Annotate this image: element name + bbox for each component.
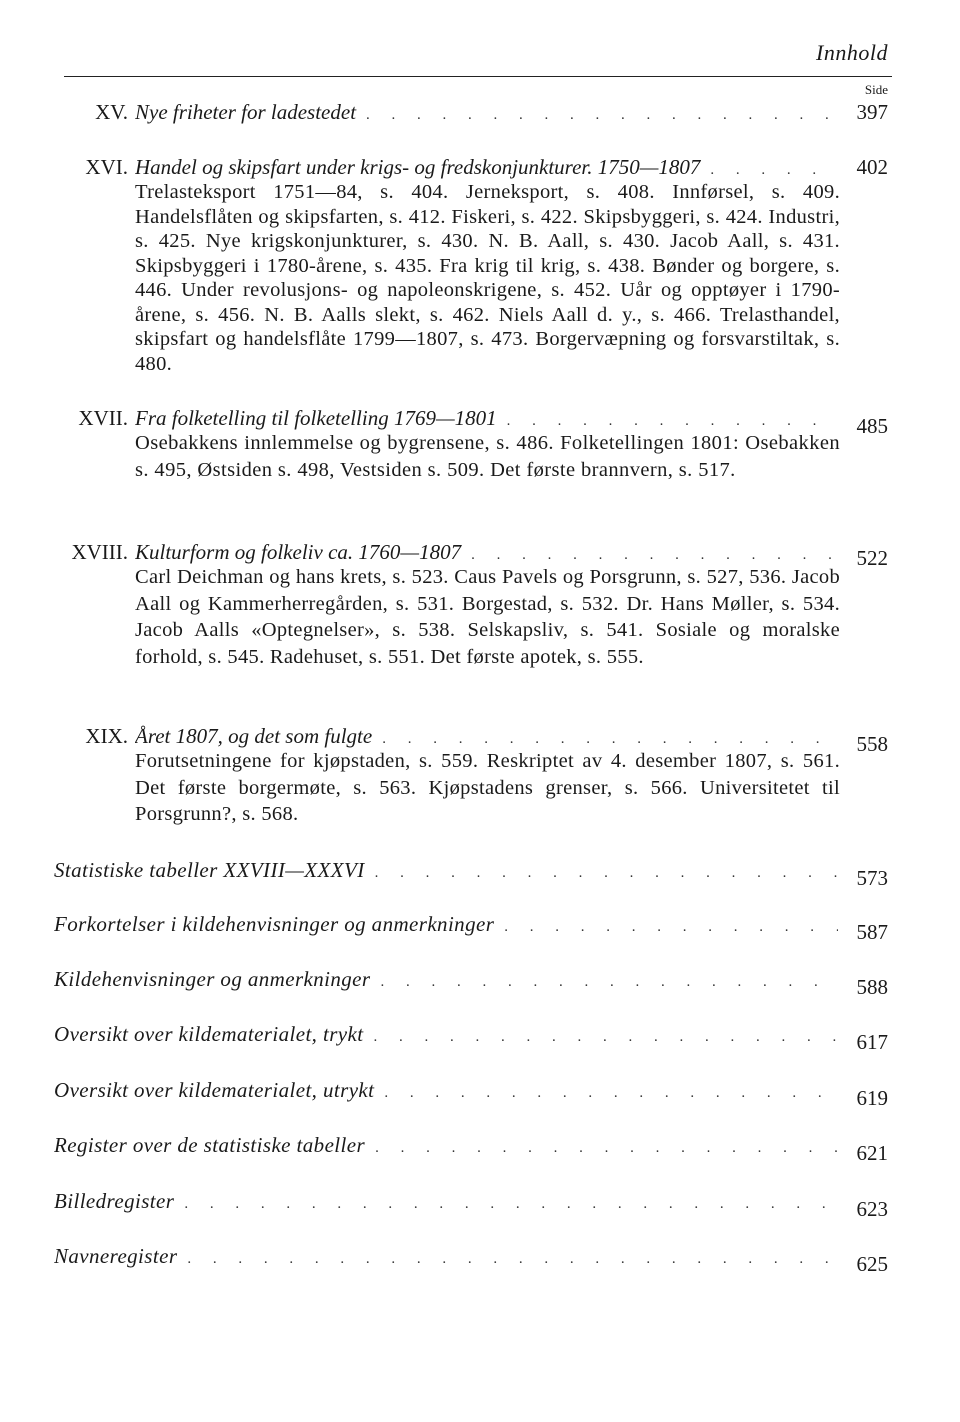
page-title: Innhold [816, 40, 888, 65]
dot-leader [373, 1029, 838, 1046]
chapter-page-number: 397 [856, 100, 888, 124]
entry-title: Statistiske tabeller XXVIII—XXXVI [54, 858, 365, 882]
entry-page-number: 619 [856, 1086, 888, 1110]
chapter-number: XVI. [85, 155, 128, 179]
entry-title-line [54, 967, 838, 992]
dot-leader [184, 1196, 838, 1213]
dot-leader [382, 731, 838, 748]
chapter-page-number: 558 [856, 732, 888, 756]
chapter-page-number: 485 [856, 414, 888, 438]
chapter-title-line [135, 155, 838, 180]
chapter-summary: Forutsetningene for kjøpstaden, s. 559. Reskriptet av 4. desember 1807, s. 561. Det første borgermøte, s. 563. Kjøpstadens grenser, s. 566. Universitetet til Porsgrunn?, s. 568. [135, 750, 840, 825]
chapter-number: XV. [95, 100, 128, 124]
chapter-title-line [135, 100, 838, 125]
entry-title: Navneregister [54, 1244, 178, 1268]
dot-leader [507, 413, 838, 430]
entry-page-number: 573 [856, 866, 888, 890]
toc-entry-kildehenvisninger [0, 967, 960, 1001]
chapter-title: Året 1807, og det som fulgte [135, 724, 373, 748]
entry-page-number: 625 [856, 1252, 888, 1276]
chapter-title-line [135, 406, 838, 431]
dot-leader [504, 919, 838, 936]
chapter-summary: Osebakkens innlemmelse og bygrensene, s. 486. Folketellingen 1801: Osebakken s. 495, Østsiden s. 498, Vestsiden s. 509. Det første brannvern, s. 517. [135, 432, 840, 481]
toc-entry-kildemateriale-trykt [0, 1022, 960, 1056]
chapter-title: Nye friheter for ladestedet [135, 100, 357, 124]
entry-title: Oversikt over kildematerialet, utrykt [54, 1078, 375, 1102]
entry-title-line [54, 1022, 838, 1047]
toc-entry-statistiske-tabeller [0, 858, 960, 892]
toc-entry-register-tabeller [0, 1133, 960, 1167]
dot-leader [384, 1085, 838, 1102]
entry-title: Register over de statistiske tabeller [54, 1133, 366, 1157]
chapter-number: XIX. [85, 724, 128, 748]
chapter-title-line [135, 540, 838, 565]
entry-title: Forkortelser i kildehenvisninger og anmerkninger [54, 912, 495, 936]
entry-page-number: 621 [856, 1141, 888, 1165]
entry-title-line [54, 1078, 838, 1103]
entry-title-line [54, 1133, 838, 1158]
dot-leader [380, 974, 838, 991]
entry-page-number: 587 [856, 920, 888, 944]
chapter-title: Handel og skipsfart under krigs- og fredskonjunkturer. 1750—1807 [135, 155, 701, 179]
toc-entry-forkortelser [0, 912, 960, 946]
chapter-number: XVIII. [71, 540, 128, 564]
toc-entry-kildemateriale-utrykt [0, 1078, 960, 1112]
dot-leader [710, 162, 838, 179]
toc-entry-billedregister [0, 1189, 960, 1223]
entry-page-number: 623 [856, 1197, 888, 1221]
chapter-page-number: 522 [856, 546, 888, 570]
entry-page-number: 617 [856, 1030, 888, 1054]
entry-title: Oversikt over kildematerialet, trykt [54, 1022, 364, 1046]
entry-title-line [54, 1244, 838, 1269]
entry-title: Billedregister [54, 1189, 175, 1213]
chapter-title: Fra folketelling til folketelling 1769—1801 [135, 406, 497, 430]
dot-leader [187, 1251, 838, 1268]
chapter-page-number: 402 [856, 155, 888, 179]
dot-leader [375, 865, 838, 882]
chapter-summary: Trelasteksport 1751—84, s. 404. Jerneksport, s. 408. Innførsel, s. 409. Handelsflåten og skipsfarten, s. 412. Fiskeri, s. 422. Skipsbyggeri, s. 424. Industri, s. 425. Nye krigskonjunkturer, s. 430. N. B. Aall, s. 430. Jacob Aall, s. 431. Skipsbyggeri i 1780-årene, s. 435. Fra krig til krig, s. 438. Bønder og borgere, s. 446. Under revolusjons- og napoleonskrigene, s. 452. Uår og opptøyer i 1790-årene, s. 456. N. B. Aalls slekt, s. 462. Niels Aall d. y., s. 466. Trelasthandel, skipsfart og handelsflåte 1799—1807, s. 473. Borgervæpning og forsvarstiltak, s. 480. [135, 181, 840, 375]
dot-leader [366, 107, 838, 124]
entry-title-line [54, 912, 838, 937]
dot-leader [375, 1140, 838, 1157]
header-rule [64, 76, 892, 77]
chapter-title: Kulturform og folkeliv ca. 1760—1807 [135, 540, 462, 564]
toc-entry-navneregister [0, 1244, 960, 1278]
dot-leader [471, 547, 838, 564]
entry-title-line [54, 858, 838, 883]
page-column-label: Side [864, 82, 888, 97]
chapter-number: XVII. [78, 406, 128, 430]
chapter-summary: Carl Deichman og hans krets, s. 523. Caus Pavels og Porsgrunn, s. 527, 536. Jacob Aall og Kammerherregården, s. 531. Borgestad, s. 532. Dr. Hans Møller, s. 534. Jacob Aalls «Optegnelser», s. 538. Selskapsliv, s. 541. Sosiale og moralske forhold, s. 545. Radehuset, s. 551. Det første apotek, s. 555. [135, 566, 840, 668]
entry-title: Kildehenvisninger og anmerkninger [54, 967, 371, 991]
entry-title-line [54, 1189, 838, 1214]
chapter-title-line [135, 724, 838, 749]
entry-page-number: 588 [856, 975, 888, 999]
